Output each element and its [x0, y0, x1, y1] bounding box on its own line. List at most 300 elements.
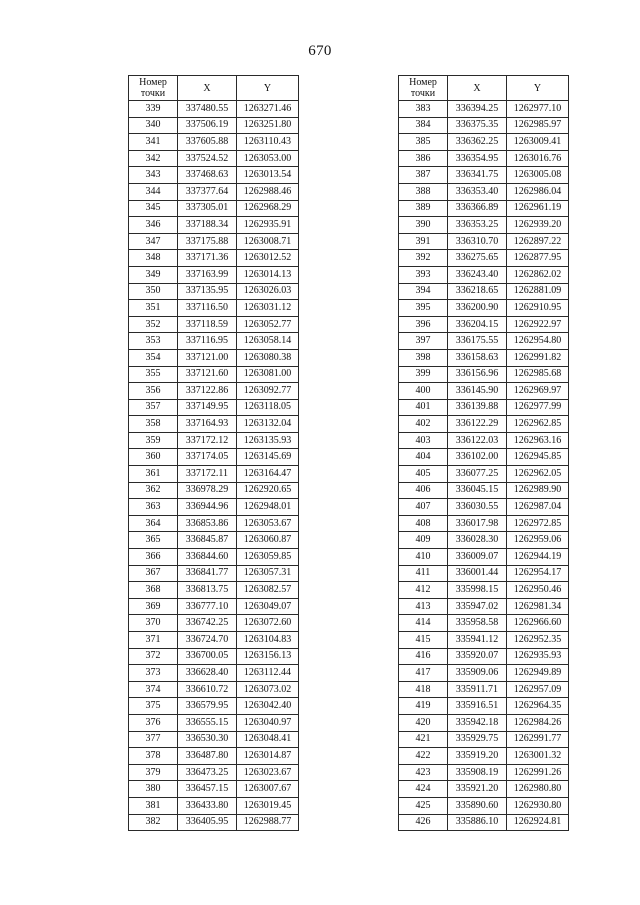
- cell-y: 1263110.43: [237, 134, 299, 151]
- cell-point-number: 420: [399, 714, 448, 731]
- cell-x: 336001.44: [448, 565, 507, 582]
- cell-x: 336122.29: [448, 416, 507, 433]
- table-row: [399, 764, 569, 781]
- cell-y: 1263031.12: [237, 300, 299, 317]
- table-row: [129, 383, 299, 400]
- cell-y: 1263048.41: [237, 731, 299, 748]
- cell-x: 336353.40: [448, 183, 507, 200]
- cell-x: 336102.00: [448, 449, 507, 466]
- cell-point-number: 393: [399, 266, 448, 283]
- cell-y: 1263112.44: [237, 665, 299, 682]
- table-row: [129, 632, 299, 649]
- cell-y: 1263053.67: [237, 515, 299, 532]
- cell-x: 335942.18: [448, 714, 507, 731]
- table-row: [399, 515, 569, 532]
- cell-point-number: 410: [399, 549, 448, 566]
- cell-x: 336077.25: [448, 466, 507, 483]
- cell-point-number: 371: [129, 632, 178, 649]
- cell-x: 335998.15: [448, 582, 507, 599]
- table-row: [129, 648, 299, 665]
- cell-point-number: 394: [399, 283, 448, 300]
- cell-x: 336310.70: [448, 233, 507, 250]
- cell-x: 336204.15: [448, 316, 507, 333]
- table-row: [129, 549, 299, 566]
- cell-point-number: 400: [399, 383, 448, 400]
- cell-point-number: 353: [129, 333, 178, 350]
- cell-x: 336366.89: [448, 200, 507, 217]
- cell-y: 1263251.80: [237, 117, 299, 134]
- table-row: [399, 449, 569, 466]
- cell-x: 336353.25: [448, 217, 507, 234]
- cell-y: 1262881.09: [507, 283, 569, 300]
- cell-point-number: 379: [129, 764, 178, 781]
- table-row: [399, 466, 569, 483]
- cell-x: 336175.55: [448, 333, 507, 350]
- table-row: [129, 681, 299, 698]
- cell-x: 337163.99: [178, 266, 237, 283]
- table-row: [399, 266, 569, 283]
- cell-point-number: 383: [399, 101, 448, 118]
- cell-y: 1263040.97: [237, 714, 299, 731]
- cell-y: 1263023.67: [237, 764, 299, 781]
- table-row: [129, 134, 299, 151]
- cell-point-number: 421: [399, 731, 448, 748]
- cell-y: 1263001.32: [507, 748, 569, 765]
- cell-y: 1262877.95: [507, 250, 569, 267]
- cell-y: 1262922.97: [507, 316, 569, 333]
- table-row: [399, 134, 569, 151]
- cell-point-number: 424: [399, 781, 448, 798]
- table-row: [399, 349, 569, 366]
- cell-y: 1262962.85: [507, 416, 569, 433]
- cell-point-number: 402: [399, 416, 448, 433]
- table-row: [399, 383, 569, 400]
- table-row: [129, 466, 299, 483]
- cell-point-number: 397: [399, 333, 448, 350]
- cell-point-number: 366: [129, 549, 178, 566]
- table-row: [129, 665, 299, 682]
- cell-y: 1263081.00: [237, 366, 299, 383]
- cell-point-number: 412: [399, 582, 448, 599]
- cell-point-number: 403: [399, 432, 448, 449]
- cell-y: 1263156.13: [237, 648, 299, 665]
- cell-x: 336944.96: [178, 499, 237, 516]
- table-row: [399, 200, 569, 217]
- table-header-row: [399, 76, 569, 101]
- cell-point-number: 346: [129, 217, 178, 234]
- cell-x: 336354.95: [448, 150, 507, 167]
- header-point-number: [399, 76, 448, 101]
- cell-x: 337305.01: [178, 200, 237, 217]
- cell-point-number: 390: [399, 217, 448, 234]
- cell-x: 336579.95: [178, 698, 237, 715]
- cell-y: 1263057.31: [237, 565, 299, 582]
- cell-x: 336009.07: [448, 549, 507, 566]
- cell-y: 1263060.87: [237, 532, 299, 549]
- cell-point-number: 405: [399, 466, 448, 483]
- cell-x: 336200.90: [448, 300, 507, 317]
- cell-y: 1263271.46: [237, 101, 299, 118]
- table-row: [129, 333, 299, 350]
- cell-point-number: 385: [399, 134, 448, 151]
- table-row: [399, 101, 569, 118]
- cell-point-number: 359: [129, 432, 178, 449]
- header-point-number-line2: точки: [410, 88, 436, 99]
- cell-x: 335920.07: [448, 648, 507, 665]
- cell-y: 1262957.09: [507, 681, 569, 698]
- cell-point-number: 377: [129, 731, 178, 748]
- header-y: Y: [507, 76, 569, 101]
- cell-point-number: 350: [129, 283, 178, 300]
- cell-point-number: 392: [399, 250, 448, 267]
- table-row: [399, 615, 569, 632]
- cell-point-number: 354: [129, 349, 178, 366]
- table-row: [129, 316, 299, 333]
- cell-y: 1262988.77: [237, 814, 299, 831]
- table-row: [129, 714, 299, 731]
- cell-y: 1262991.26: [507, 764, 569, 781]
- table-row: [399, 582, 569, 599]
- cell-point-number: 356: [129, 383, 178, 400]
- table-row: [129, 748, 299, 765]
- cell-point-number: 395: [399, 300, 448, 317]
- cell-y: 1262950.46: [507, 582, 569, 599]
- cell-y: 1262963.16: [507, 432, 569, 449]
- cell-point-number: 363: [129, 499, 178, 516]
- table-row: [399, 632, 569, 649]
- cell-point-number: 372: [129, 648, 178, 665]
- cell-x: 335941.12: [448, 632, 507, 649]
- cell-x: 336145.90: [448, 383, 507, 400]
- cell-point-number: 369: [129, 598, 178, 615]
- cell-point-number: 374: [129, 681, 178, 698]
- cell-y: 1263058.14: [237, 333, 299, 350]
- cell-y: 1263014.87: [237, 748, 299, 765]
- cell-x: 337171.36: [178, 250, 237, 267]
- cell-point-number: 376: [129, 714, 178, 731]
- cell-y: 1263049.07: [237, 598, 299, 615]
- cell-x: 336030.55: [448, 499, 507, 516]
- table-row: [399, 482, 569, 499]
- table-row: [399, 416, 569, 433]
- cell-y: 1263132.04: [237, 416, 299, 433]
- cell-point-number: 343: [129, 167, 178, 184]
- header-point-number-line1: Номер: [409, 77, 437, 88]
- cell-point-number: 425: [399, 797, 448, 814]
- cell-x: 336853.86: [178, 515, 237, 532]
- cell-x: 337480.55: [178, 101, 237, 118]
- cell-x: 337468.63: [178, 167, 237, 184]
- table-row: [129, 698, 299, 715]
- table-row: [399, 333, 569, 350]
- cell-point-number: 341: [129, 134, 178, 151]
- cell-x: 335921.20: [448, 781, 507, 798]
- cell-y: 1263009.41: [507, 134, 569, 151]
- cell-y: 1263164.47: [237, 466, 299, 483]
- cell-x: 335909.06: [448, 665, 507, 682]
- table-row: [129, 432, 299, 449]
- cell-point-number: 352: [129, 316, 178, 333]
- cell-x: 336978.29: [178, 482, 237, 499]
- cell-point-number: 349: [129, 266, 178, 283]
- cell-x: 336362.25: [448, 134, 507, 151]
- table-row: [399, 183, 569, 200]
- cell-x: 337135.95: [178, 283, 237, 300]
- cell-y: 1262961.19: [507, 200, 569, 217]
- coordinates-table-left-body: [129, 101, 299, 831]
- cell-y: 1262984.26: [507, 714, 569, 731]
- table-row: [129, 482, 299, 499]
- cell-x: 337116.95: [178, 333, 237, 350]
- cell-point-number: 345: [129, 200, 178, 217]
- cell-x: 337506.19: [178, 117, 237, 134]
- cell-x: 335886.10: [448, 814, 507, 831]
- cell-y: 1262991.77: [507, 731, 569, 748]
- cell-x: 336158.63: [448, 349, 507, 366]
- cell-y: 1263080.38: [237, 349, 299, 366]
- cell-x: 337164.93: [178, 416, 237, 433]
- table-row: [399, 797, 569, 814]
- cell-x: 335947.02: [448, 598, 507, 615]
- cell-x: 337174.05: [178, 449, 237, 466]
- table-row: [129, 399, 299, 416]
- cell-x: 335919.20: [448, 748, 507, 765]
- cell-point-number: 362: [129, 482, 178, 499]
- table-row: [129, 283, 299, 300]
- cell-point-number: 423: [399, 764, 448, 781]
- cell-x: 337188.34: [178, 217, 237, 234]
- cell-y: 1262930.80: [507, 797, 569, 814]
- table-row: [129, 449, 299, 466]
- table-row: [399, 665, 569, 682]
- cell-y: 1262987.04: [507, 499, 569, 516]
- cell-y: 1263014.13: [237, 266, 299, 283]
- cell-point-number: 426: [399, 814, 448, 831]
- table-row: [129, 150, 299, 167]
- cell-point-number: 396: [399, 316, 448, 333]
- cell-x: 335929.75: [448, 731, 507, 748]
- cell-x: 335890.60: [448, 797, 507, 814]
- cell-y: 1262964.35: [507, 698, 569, 715]
- cell-y: 1262862.02: [507, 266, 569, 283]
- cell-y: 1263118.05: [237, 399, 299, 416]
- cell-point-number: 370: [129, 615, 178, 632]
- cell-y: 1262924.81: [507, 814, 569, 831]
- cell-point-number: 378: [129, 748, 178, 765]
- table-row: [399, 217, 569, 234]
- cell-y: 1263016.76: [507, 150, 569, 167]
- cell-x: 336341.75: [448, 167, 507, 184]
- cell-x: 336473.25: [178, 764, 237, 781]
- cell-y: 1263013.54: [237, 167, 299, 184]
- cell-x: 336845.87: [178, 532, 237, 549]
- cell-point-number: 347: [129, 233, 178, 250]
- cell-y: 1262959.06: [507, 532, 569, 549]
- cell-x: 336394.25: [448, 101, 507, 118]
- cell-x: 336555.15: [178, 714, 237, 731]
- cell-x: 336433.80: [178, 797, 237, 814]
- cell-x: 336275.65: [448, 250, 507, 267]
- cell-x: 337172.11: [178, 466, 237, 483]
- cell-x: 336405.95: [178, 814, 237, 831]
- table-row: [129, 797, 299, 814]
- cell-y: 1263026.03: [237, 283, 299, 300]
- table-row: [399, 681, 569, 698]
- cell-y: 1262935.91: [237, 217, 299, 234]
- cell-x: 336045.15: [448, 482, 507, 499]
- table-row: [129, 250, 299, 267]
- table-row: [129, 582, 299, 599]
- cell-point-number: 409: [399, 532, 448, 549]
- table-row: [129, 565, 299, 582]
- table-row: [399, 731, 569, 748]
- table-row: [399, 781, 569, 798]
- cell-y: 1262939.20: [507, 217, 569, 234]
- cell-point-number: 344: [129, 183, 178, 200]
- header-y: Y: [237, 76, 299, 101]
- cell-x: 336218.65: [448, 283, 507, 300]
- cell-point-number: 407: [399, 499, 448, 516]
- cell-x: 337172.12: [178, 432, 237, 449]
- cell-y: 1263012.52: [237, 250, 299, 267]
- cell-point-number: 365: [129, 532, 178, 549]
- cell-y: 1263052.77: [237, 316, 299, 333]
- cell-x: 335908.19: [448, 764, 507, 781]
- cell-x: 336139.88: [448, 399, 507, 416]
- cell-y: 1262986.04: [507, 183, 569, 200]
- cell-point-number: 384: [399, 117, 448, 134]
- table-row: [399, 565, 569, 582]
- page-number: 670: [308, 43, 332, 59]
- table-row: [399, 300, 569, 317]
- cell-point-number: 355: [129, 366, 178, 383]
- cell-point-number: 388: [399, 183, 448, 200]
- cell-x: 336841.77: [178, 565, 237, 582]
- cell-x: 336813.75: [178, 582, 237, 599]
- table-row: [399, 316, 569, 333]
- cell-x: 337118.59: [178, 316, 237, 333]
- table-row: [129, 731, 299, 748]
- cell-x: 337121.60: [178, 366, 237, 383]
- cell-x: 337524.52: [178, 150, 237, 167]
- cell-point-number: 408: [399, 515, 448, 532]
- cell-y: 1263042.40: [237, 698, 299, 715]
- table-row: [129, 200, 299, 217]
- cell-point-number: 387: [399, 167, 448, 184]
- cell-x: 336777.10: [178, 598, 237, 615]
- cell-y: 1262935.93: [507, 648, 569, 665]
- cell-x: 336628.40: [178, 665, 237, 682]
- table-row: [129, 183, 299, 200]
- cell-point-number: 364: [129, 515, 178, 532]
- cell-y: 1262920.65: [237, 482, 299, 499]
- table-row: [129, 532, 299, 549]
- cell-point-number: 373: [129, 665, 178, 682]
- cell-x: 336156.96: [448, 366, 507, 383]
- cell-x: 337175.88: [178, 233, 237, 250]
- cell-point-number: 391: [399, 233, 448, 250]
- cell-y: 1262977.10: [507, 101, 569, 118]
- cell-point-number: 414: [399, 615, 448, 632]
- cell-x: 337149.95: [178, 399, 237, 416]
- cell-y: 1262954.17: [507, 565, 569, 582]
- cell-y: 1263059.85: [237, 549, 299, 566]
- cell-point-number: 406: [399, 482, 448, 499]
- cell-y: 1262945.85: [507, 449, 569, 466]
- header-x: X: [448, 76, 507, 101]
- table-row: [399, 233, 569, 250]
- table-row: [129, 233, 299, 250]
- table-row: [399, 399, 569, 416]
- cell-x: 336487.80: [178, 748, 237, 765]
- cell-y: 1262968.29: [237, 200, 299, 217]
- cell-point-number: 339: [129, 101, 178, 118]
- cell-point-number: 419: [399, 698, 448, 715]
- cell-x: 336724.70: [178, 632, 237, 649]
- table-row: [399, 598, 569, 615]
- header-point-number-line1: Номер: [139, 77, 167, 88]
- cell-y: 1262972.85: [507, 515, 569, 532]
- cell-y: 1262962.05: [507, 466, 569, 483]
- cell-y: 1263082.57: [237, 582, 299, 599]
- cell-y: 1263007.67: [237, 781, 299, 798]
- cell-y: 1262985.97: [507, 117, 569, 134]
- cell-point-number: 386: [399, 150, 448, 167]
- table-row: [129, 814, 299, 831]
- cell-x: 336028.30: [448, 532, 507, 549]
- cell-point-number: 357: [129, 399, 178, 416]
- cell-point-number: 413: [399, 598, 448, 615]
- cell-point-number: 342: [129, 150, 178, 167]
- cell-x: 336530.30: [178, 731, 237, 748]
- cell-y: 1263019.45: [237, 797, 299, 814]
- cell-x: 335958.58: [448, 615, 507, 632]
- table-row: [129, 217, 299, 234]
- cell-point-number: 381: [129, 797, 178, 814]
- table-row: [399, 167, 569, 184]
- header-x: X: [178, 76, 237, 101]
- cell-point-number: 380: [129, 781, 178, 798]
- cell-y: 1262949.89: [507, 665, 569, 682]
- cell-y: 1263053.00: [237, 150, 299, 167]
- cell-point-number: 367: [129, 565, 178, 582]
- cell-point-number: 389: [399, 200, 448, 217]
- cell-x: 337605.88: [178, 134, 237, 151]
- cell-x: 337122.86: [178, 383, 237, 400]
- cell-y: 1263008.71: [237, 233, 299, 250]
- cell-point-number: 415: [399, 632, 448, 649]
- coordinates-table-right: [398, 75, 569, 831]
- cell-point-number: 398: [399, 349, 448, 366]
- cell-x: 337121.00: [178, 349, 237, 366]
- cell-y: 1263092.77: [237, 383, 299, 400]
- table-row: [129, 101, 299, 118]
- cell-x: 336017.98: [448, 515, 507, 532]
- cell-y: 1262910.95: [507, 300, 569, 317]
- table-row: [399, 648, 569, 665]
- cell-x: 337377.64: [178, 183, 237, 200]
- cell-x: 335916.51: [448, 698, 507, 715]
- table-row: [129, 598, 299, 615]
- cell-y: 1262988.46: [237, 183, 299, 200]
- table-row: [129, 416, 299, 433]
- cell-x: 336700.05: [178, 648, 237, 665]
- table-row: [399, 698, 569, 715]
- cell-y: 1262952.35: [507, 632, 569, 649]
- table-row: [399, 814, 569, 831]
- cell-point-number: 358: [129, 416, 178, 433]
- cell-point-number: 360: [129, 449, 178, 466]
